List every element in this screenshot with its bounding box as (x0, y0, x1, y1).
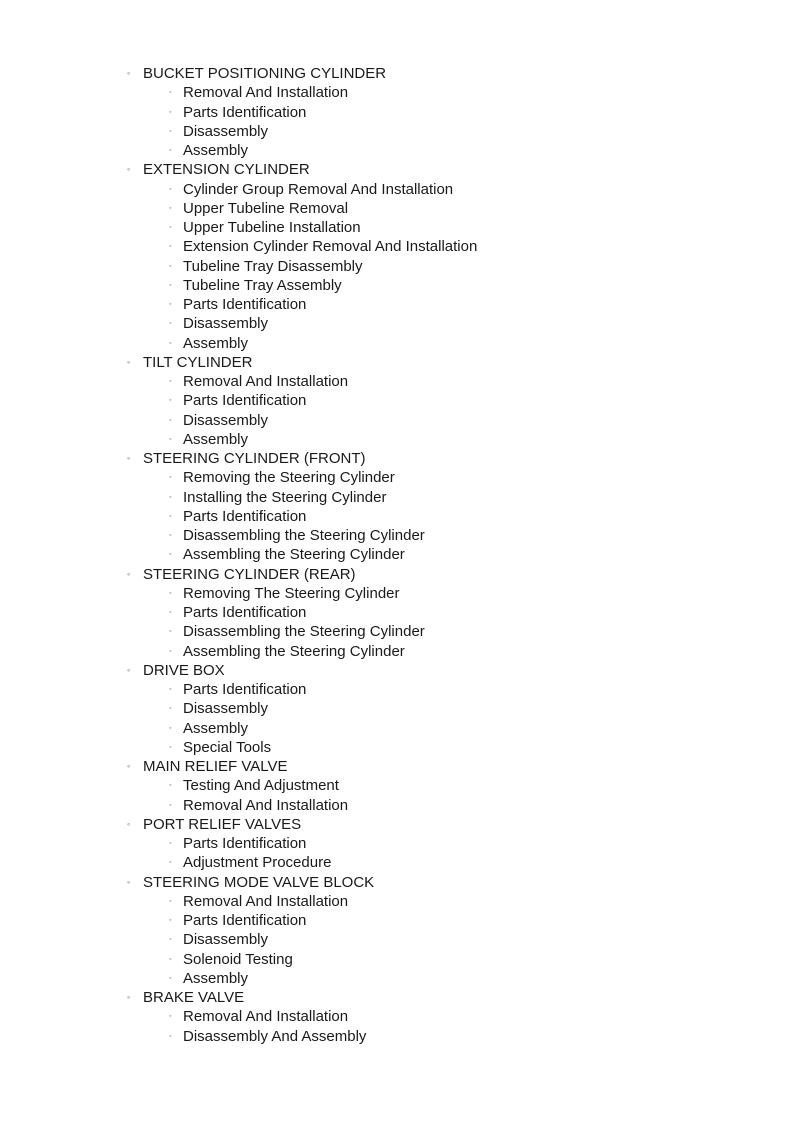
toc-item-label: Parts Identification (183, 835, 307, 852)
bullet-icon: ◦ (169, 301, 172, 308)
section-title: BRAKE VALVE (143, 989, 245, 1006)
toc-item-label: Assembly (183, 719, 249, 737)
section-heading[interactable] (0, 449, 477, 468)
toc-item[interactable] (0, 103, 477, 122)
bullet-icon: ◦ (169, 204, 172, 212)
toc-item[interactable] (0, 199, 477, 218)
section-title: TILT CYLINDER (143, 353, 253, 371)
toc-item-label: Disassembly And Assembly (183, 1027, 367, 1045)
bullet-icon: ◦ (169, 801, 172, 809)
toc-item-label: Disassembly (183, 411, 269, 429)
section-title: BUCKET POSITIONING CYLINDER (143, 65, 387, 82)
section-title: PORT RELIEF VALVES (143, 815, 302, 833)
toc-item-label: Adjustment Procedure (183, 854, 332, 872)
toc-item[interactable] (0, 141, 477, 160)
bullet-icon: ◦ (127, 164, 131, 175)
toc-item[interactable] (0, 334, 477, 353)
bullet-icon: ◦ (169, 551, 172, 559)
toc-section (0, 160, 477, 353)
subsection-list (0, 1007, 477, 1046)
toc-item-label: Assembly (183, 142, 249, 159)
toc-item-label: Testing And Adjustment (183, 777, 339, 795)
table-of-contents (0, 64, 477, 1046)
toc-item-label: Parts Identification (183, 912, 307, 929)
toc-item[interactable] (0, 295, 477, 314)
toc-section (0, 64, 477, 160)
bullet-icon: ◦ (127, 568, 131, 579)
subsection-list (0, 372, 477, 449)
toc-item-label: Parts Identification (183, 103, 307, 121)
section-title: STEERING MODE VALVE BLOCK (143, 873, 375, 891)
toc-item-label: Removing the Steering Cylinder (183, 469, 395, 487)
toc-item[interactable] (0, 218, 477, 237)
toc-item[interactable] (0, 796, 477, 815)
subsection-list (0, 180, 477, 353)
section-heading[interactable] (0, 160, 477, 179)
toc-item[interactable] (0, 507, 477, 526)
bullet-icon: ◦ (169, 281, 172, 289)
bullet-icon: ◦ (127, 453, 131, 463)
bullet-icon: ◦ (127, 818, 131, 829)
toc-section (0, 873, 477, 989)
bullet-icon: ◦ (169, 185, 172, 193)
bullet-icon: ◦ (169, 724, 172, 732)
toc-item[interactable] (0, 584, 477, 603)
bullet-icon: ◦ (169, 840, 172, 847)
bullet-icon: ◦ (169, 89, 172, 97)
bullet-icon: ◦ (169, 262, 172, 270)
toc-item[interactable] (0, 699, 477, 718)
bullet-icon: ◦ (169, 512, 172, 520)
toc-item[interactable] (0, 969, 477, 988)
bullet-icon: ◦ (169, 955, 172, 963)
bullet-icon: ◦ (169, 243, 172, 251)
bullet-icon: ◦ (169, 897, 172, 905)
bullet-icon: ◦ (169, 743, 172, 751)
section-heading[interactable] (0, 988, 477, 1007)
bullet-icon: ◦ (169, 474, 172, 482)
toc-item-label: Disassembly (183, 700, 269, 718)
toc-item-label: Assembling the Steering Cylinder (183, 642, 405, 660)
toc-item-label: Parts Identification (183, 604, 307, 621)
toc-item[interactable] (0, 719, 477, 738)
toc-item-label: Disassembly (183, 931, 269, 949)
toc-item[interactable] (0, 411, 477, 430)
bullet-icon: ◦ (169, 127, 172, 135)
toc-item-label: Upper Tubeline Removal (183, 199, 349, 217)
section-title: MAIN RELIEF VALVE (143, 758, 288, 775)
toc-item-label: Assembly (183, 969, 249, 987)
bullet-icon: ◦ (169, 686, 172, 693)
bullet-icon: ◦ (169, 108, 172, 116)
bullet-icon: ◦ (169, 609, 172, 616)
toc-item-label: Upper Tubeline Installation (183, 219, 361, 236)
toc-item-label: Assembling the Steering Cylinder (183, 546, 405, 564)
toc-item[interactable] (0, 545, 477, 564)
toc-item[interactable] (0, 776, 477, 795)
toc-item-label: Parts Identification (183, 507, 307, 525)
toc-item-label: Disassembling the Steering Cylinder (183, 623, 425, 641)
bullet-icon: ◦ (169, 435, 172, 443)
toc-item[interactable] (0, 892, 477, 911)
toc-item-label: Parts Identification (183, 296, 307, 313)
toc-item[interactable] (0, 738, 477, 757)
toc-item-label: Installing the Steering Cylinder (183, 488, 387, 506)
toc-item-label: Assembly (183, 334, 249, 352)
bullet-icon: ◦ (169, 628, 172, 636)
toc-section (0, 353, 477, 449)
toc-item[interactable] (0, 526, 477, 545)
bullet-icon: ◦ (127, 68, 131, 78)
bullet-icon: ◦ (127, 356, 131, 367)
bullet-icon: ◦ (169, 1032, 172, 1040)
section-heading[interactable] (0, 757, 477, 776)
toc-item-label: Removal And Installation (183, 892, 349, 910)
subsection-list (0, 584, 477, 661)
bullet-icon: ◦ (127, 664, 131, 675)
toc-item[interactable] (0, 257, 477, 276)
section-title: EXTENSION CYLINDER (143, 161, 310, 179)
toc-item[interactable] (0, 314, 477, 333)
toc-section (0, 815, 477, 873)
subsection-list (0, 680, 477, 757)
toc-item[interactable] (0, 122, 477, 141)
toc-section (0, 988, 477, 1046)
toc-item[interactable] (0, 83, 477, 102)
bullet-icon: ◦ (169, 589, 172, 597)
subsection-list (0, 468, 477, 564)
bullet-icon: ◦ (169, 397, 172, 405)
toc-item[interactable] (0, 950, 477, 969)
section-heading[interactable] (0, 353, 477, 372)
toc-item[interactable] (0, 680, 477, 699)
bullet-icon: ◦ (169, 647, 172, 655)
toc-item[interactable] (0, 911, 477, 930)
toc-item-label: Removal And Installation (183, 1008, 349, 1026)
toc-item-label: Disassembly (183, 315, 269, 333)
toc-item[interactable] (0, 834, 477, 853)
toc-item-label: Tubeline Tray Disassembly (183, 257, 363, 275)
toc-item-label: Solenoid Testing (183, 950, 293, 968)
bullet-icon: ◦ (169, 859, 172, 867)
toc-item-label: Removal And Installation (183, 84, 349, 102)
bullet-icon: ◦ (169, 339, 172, 347)
toc-item[interactable] (0, 372, 477, 391)
toc-item[interactable] (0, 276, 477, 295)
section-heading[interactable] (0, 64, 477, 83)
bullet-icon: ◦ (169, 936, 172, 944)
bullet-icon: ◦ (169, 320, 172, 328)
bullet-icon: ◦ (169, 416, 172, 424)
bullet-icon: ◦ (169, 705, 172, 713)
bullet-icon: ◦ (169, 974, 172, 982)
section-title: DRIVE BOX (143, 661, 225, 679)
toc-item[interactable] (0, 603, 477, 622)
toc-item[interactable] (0, 853, 477, 872)
toc-item[interactable] (0, 622, 477, 641)
subsection-list (0, 834, 477, 873)
bullet-icon: ◦ (169, 224, 172, 231)
bullet-icon: ◦ (169, 782, 172, 790)
section-heading[interactable] (0, 815, 477, 834)
section-heading[interactable] (0, 565, 477, 584)
bullet-icon: ◦ (127, 761, 131, 771)
subsection-list (0, 83, 477, 160)
toc-item[interactable] (0, 468, 477, 487)
section-heading[interactable] (0, 873, 477, 892)
toc-section (0, 449, 477, 565)
toc-item-label: Extension Cylinder Removal And Installation (183, 238, 478, 256)
toc-item[interactable] (0, 391, 477, 410)
bullet-icon: ◦ (169, 147, 172, 154)
section-title: STEERING CYLINDER (REAR) (143, 565, 356, 583)
toc-item-label: Parts Identification (183, 392, 307, 410)
bullet-icon: ◦ (169, 1013, 172, 1021)
bullet-icon: ◦ (169, 917, 172, 924)
toc-item-label: Removal And Installation (183, 796, 349, 814)
toc-item-label: Tubeline Tray Assembly (183, 276, 342, 294)
toc-section (0, 757, 477, 815)
bullet-icon: ◦ (169, 532, 172, 539)
toc-item[interactable] (0, 488, 477, 507)
toc-item[interactable] (0, 1007, 477, 1026)
toc-item[interactable] (0, 430, 477, 449)
toc-section (0, 565, 477, 661)
toc-section (0, 661, 477, 757)
subsection-list (0, 892, 477, 988)
bullet-icon: ◦ (169, 378, 172, 385)
toc-item-label: Special Tools (183, 738, 272, 756)
toc-item-label: Disassembling the Steering Cylinder (183, 527, 425, 544)
bullet-icon: ◦ (169, 493, 172, 501)
toc-item[interactable] (0, 930, 477, 949)
toc-item-label: Removal And Installation (183, 373, 349, 390)
toc-item-label: Removing The Steering Cylinder (183, 584, 400, 602)
toc-item-label: Assembly (183, 430, 249, 448)
toc-item[interactable] (0, 180, 477, 199)
toc-item[interactable] (0, 642, 477, 661)
toc-item[interactable] (0, 1027, 477, 1046)
section-title: STEERING CYLINDER (FRONT) (143, 450, 366, 467)
toc-item-label: Parts Identification (183, 681, 307, 698)
toc-item-label: Disassembly (183, 122, 269, 140)
section-heading[interactable] (0, 661, 477, 680)
bullet-icon: ◦ (127, 992, 131, 1002)
toc-item-label: Cylinder Group Removal And Installation (183, 180, 454, 198)
toc-item[interactable] (0, 237, 477, 256)
subsection-list (0, 776, 477, 815)
bullet-icon: ◦ (127, 876, 131, 887)
